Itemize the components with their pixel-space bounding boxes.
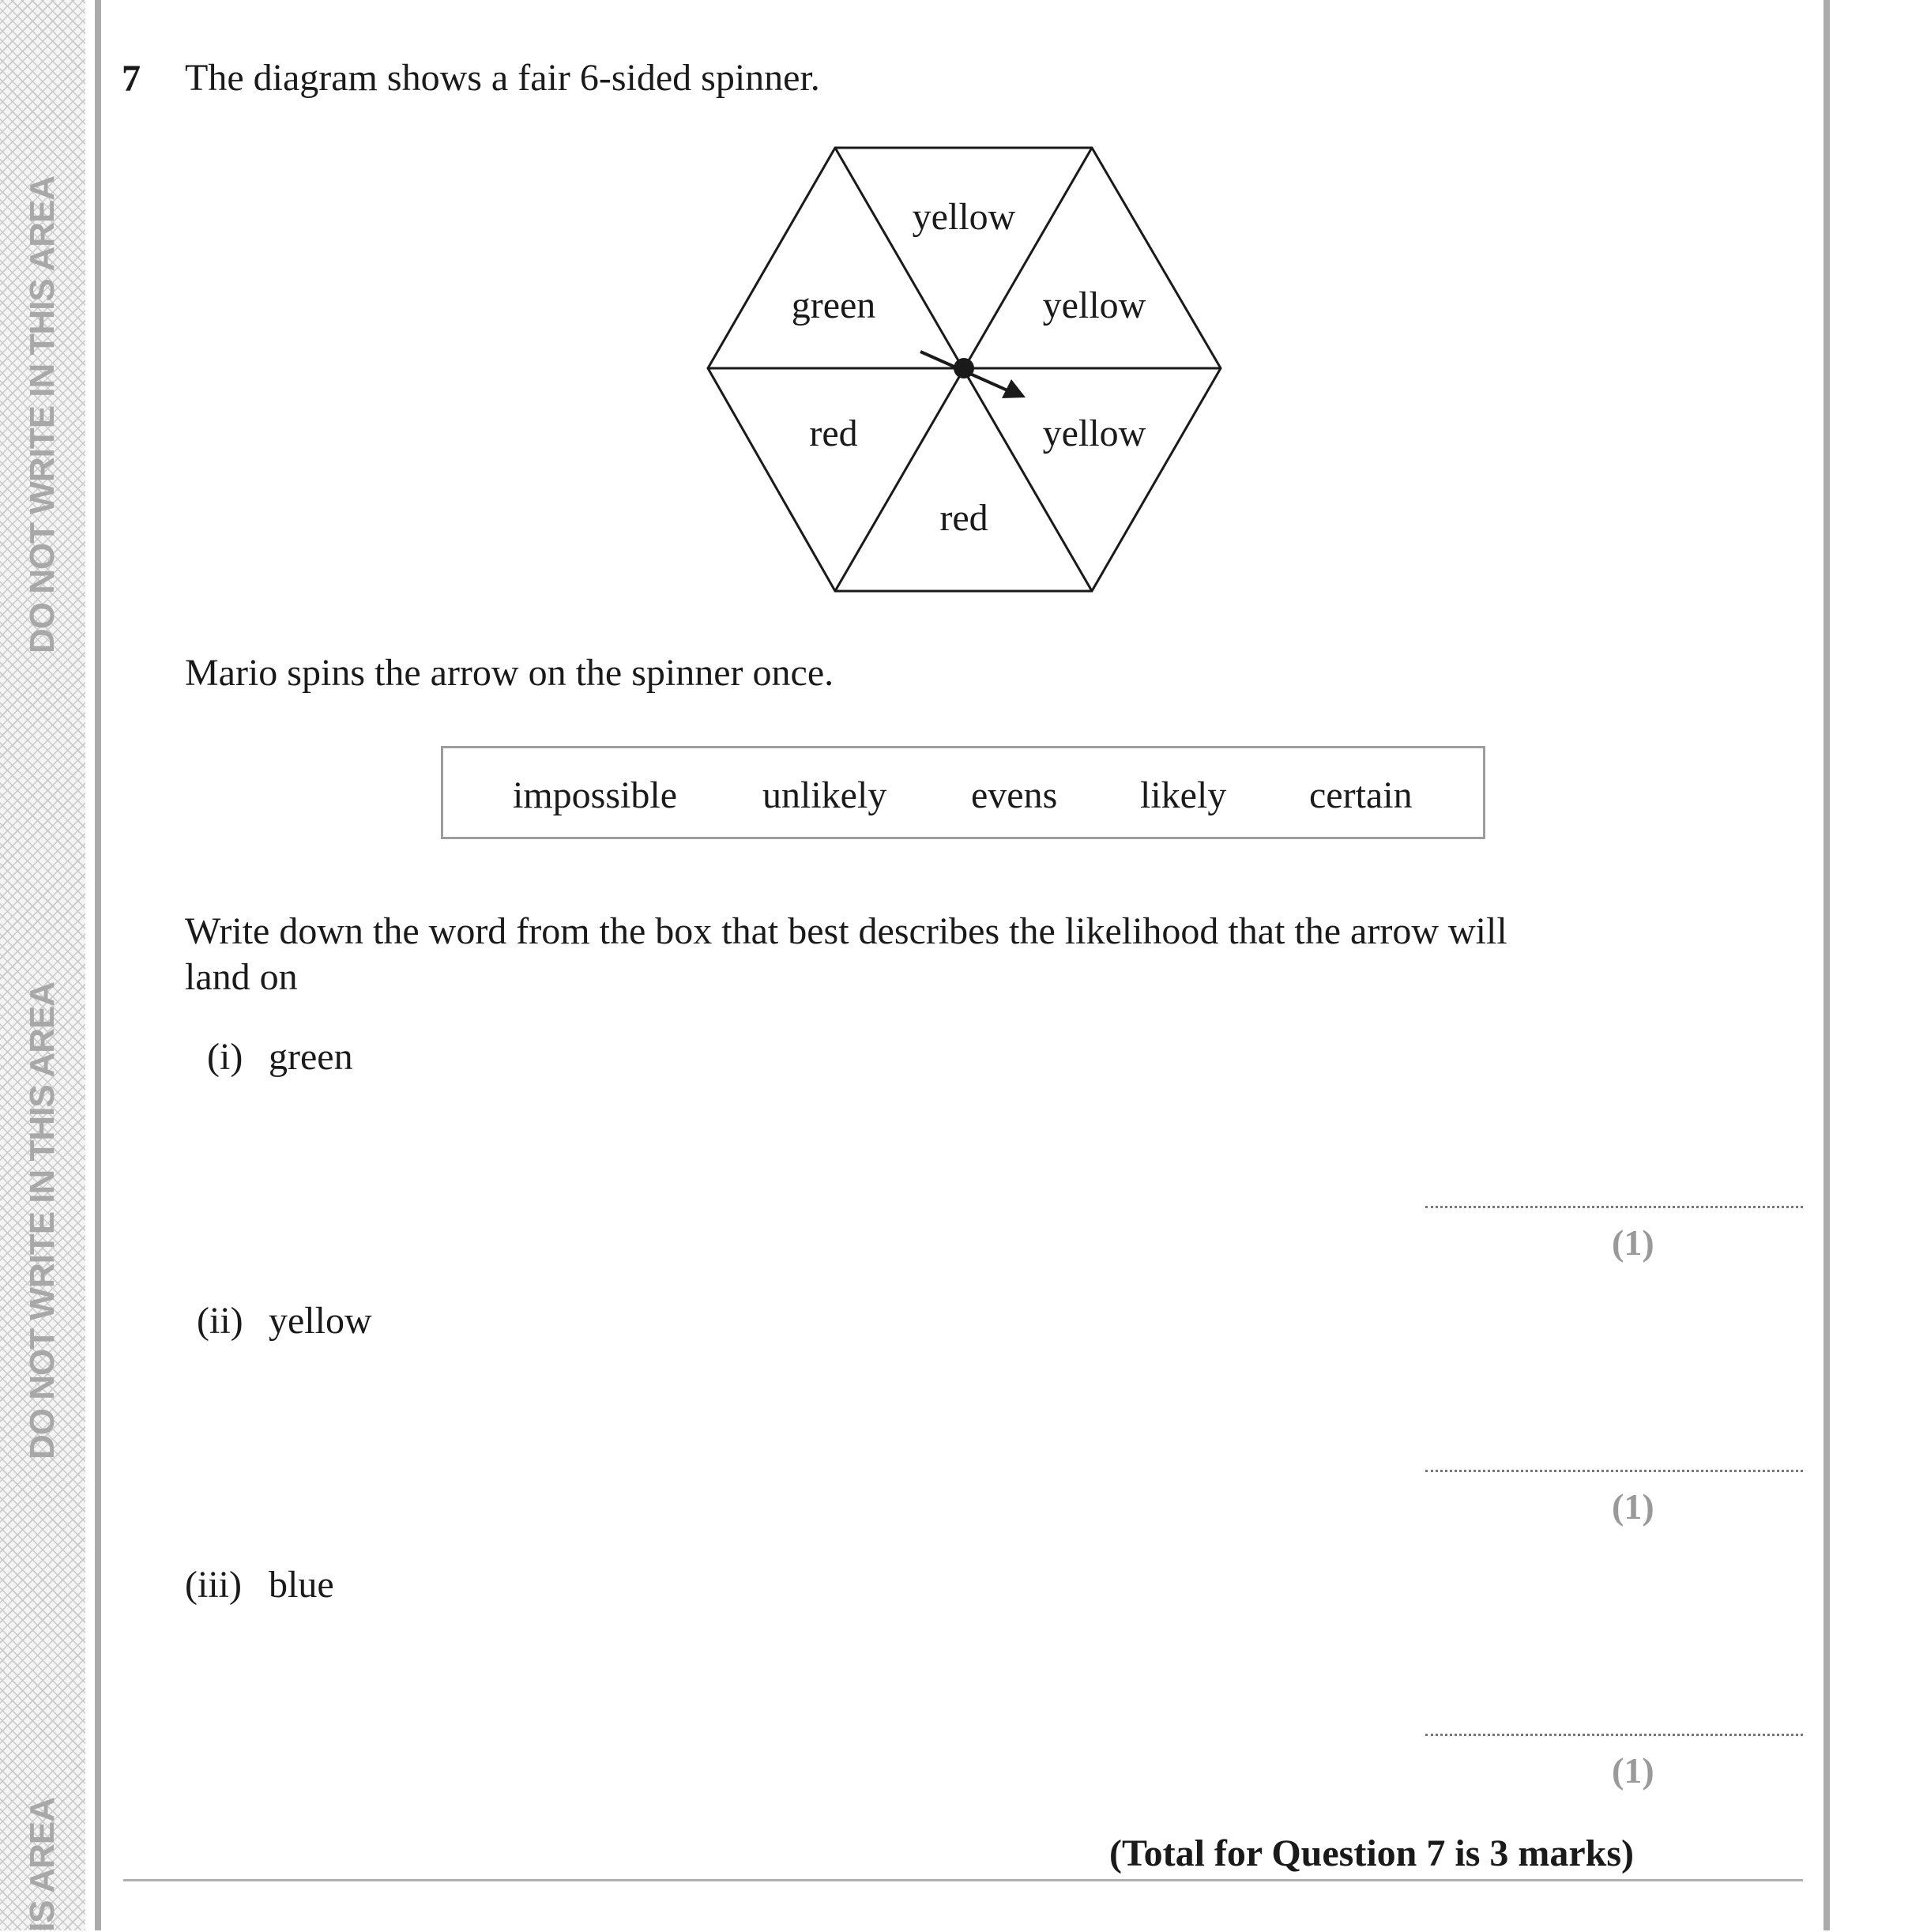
question-number: 7 (122, 58, 141, 100)
part-text: yellow (269, 1300, 372, 1342)
word-box (441, 746, 1485, 839)
answer-line[interactable] (1425, 1470, 1803, 1472)
spinner-label-top: yellow (912, 196, 1016, 238)
part-label: (i) (207, 1036, 243, 1078)
spinner-label-lower-right: yellow (1042, 412, 1146, 454)
word-option: certain (1309, 774, 1413, 816)
spinner-label-upper-right: yellow (1042, 284, 1146, 326)
answer-line[interactable] (1425, 1206, 1803, 1208)
instruction-line: Write down the word from the box that best describes the likelihood that the arrow will (185, 910, 1507, 952)
mark-allocation: (1) (1612, 1222, 1654, 1263)
event-text: Mario spins the arrow on the spinner once. (185, 652, 834, 694)
part-text: blue (269, 1564, 334, 1606)
margin-warning: IS AREA (23, 1798, 62, 1932)
mark-allocation: (1) (1612, 1750, 1654, 1791)
page-border-right (1823, 0, 1830, 1930)
margin-warning: DO NOT WRITE IN THIS AREA (23, 981, 62, 1460)
margin-warning: DO NOT WRITE IN THIS AREA (23, 175, 62, 654)
spinner-label-bottom: red (939, 497, 988, 539)
spinner-label-upper-left: green (791, 284, 876, 326)
spinner-diagram (695, 134, 1248, 608)
question-intro: The diagram shows a fair 6-sided spinner. (185, 57, 820, 99)
word-option: evens (971, 774, 1058, 816)
word-option: unlikely (762, 774, 887, 816)
part-label: (iii) (185, 1564, 242, 1606)
part-label: (ii) (197, 1300, 243, 1342)
word-option: impossible (513, 774, 678, 816)
margin-strip (0, 0, 85, 1930)
spinner-label-lower-left: red (809, 412, 858, 454)
answer-line[interactable] (1425, 1734, 1803, 1736)
mark-allocation: (1) (1612, 1486, 1654, 1527)
divider (123, 1879, 1803, 1881)
instruction-line: land on (185, 956, 298, 998)
part-text: green (269, 1036, 353, 1078)
question-total: (Total for Question 7 is 3 marks) (1109, 1832, 1635, 1874)
page-border-left (95, 0, 101, 1930)
word-option: likely (1140, 774, 1227, 816)
spinner-arrow-shaft (920, 352, 1007, 390)
